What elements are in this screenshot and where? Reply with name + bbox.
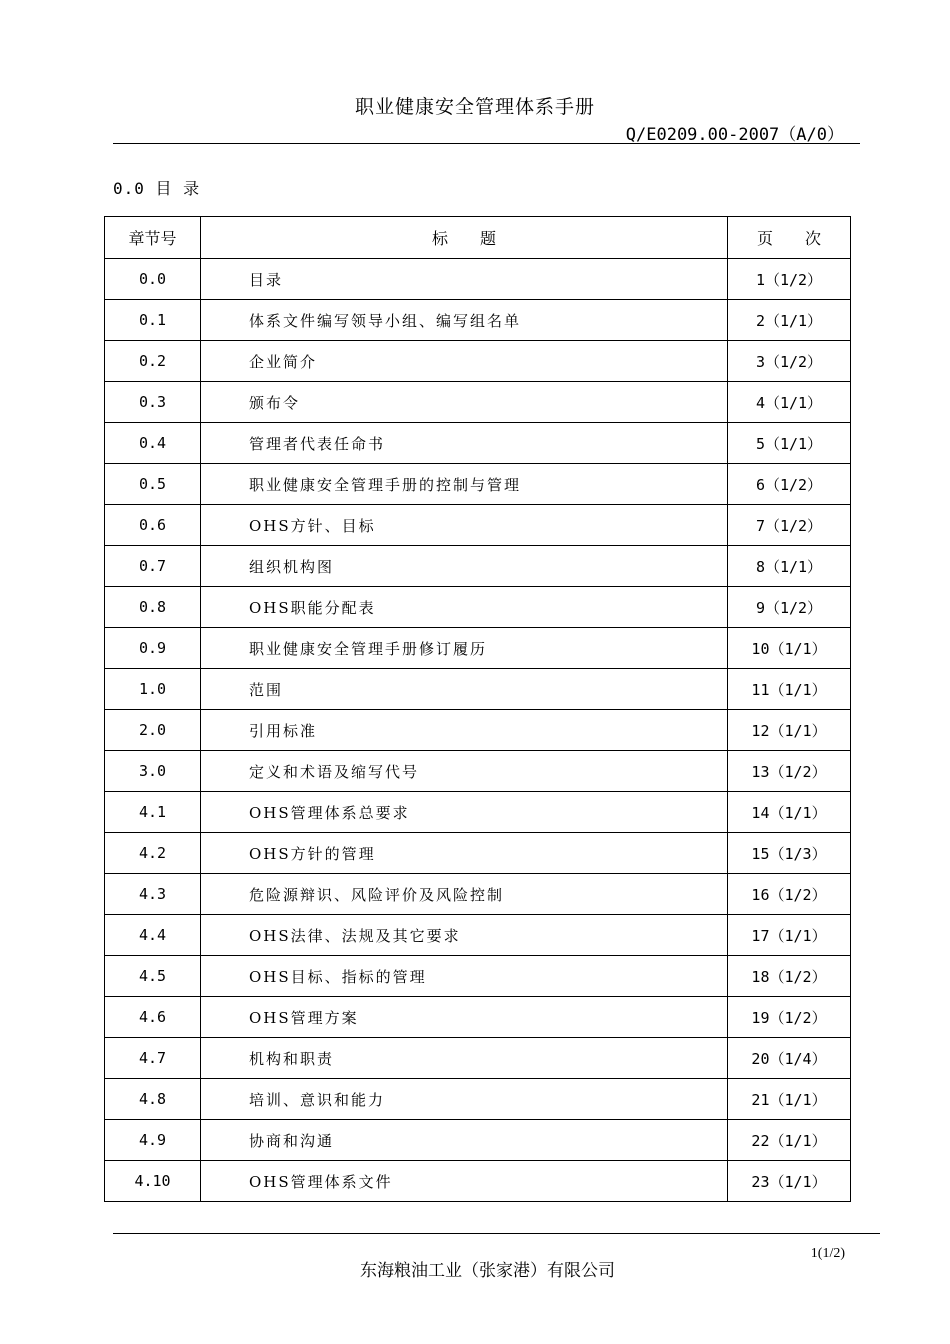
chapter-number: 0.6: [105, 505, 201, 546]
page-reference: 2（1/1）: [728, 300, 851, 341]
chapter-number: 4.5: [105, 956, 201, 997]
chapter-title: 管理者代表任命书: [201, 423, 728, 464]
table-row: [105, 382, 851, 423]
table-row: [105, 587, 851, 628]
page-reference: 16（1/2）: [728, 874, 851, 915]
table-row: [105, 751, 851, 792]
chapter-number: 0.3: [105, 382, 201, 423]
chapter-number: 0.7: [105, 546, 201, 587]
table-row: [105, 710, 851, 751]
table-row: [105, 259, 851, 300]
table-row: [105, 833, 851, 874]
table-row: [105, 792, 851, 833]
chapter-title: OHS管理方案: [201, 997, 728, 1038]
page-reference: 23（1/1）: [728, 1161, 851, 1202]
chapter-title: 引用标准: [201, 710, 728, 751]
page-reference: 21（1/1）: [728, 1079, 851, 1120]
toc-header-row: [105, 217, 851, 259]
page-reference: 9（1/2）: [728, 587, 851, 628]
chapter-title: OHS管理体系文件: [201, 1161, 728, 1202]
chapter-title: 危险源辩识、风险评价及风险控制: [201, 874, 728, 915]
table-row: [105, 1038, 851, 1079]
chapter-title: OHS方针的管理: [201, 833, 728, 874]
table-row: [105, 997, 851, 1038]
chapter-number: 3.0: [105, 751, 201, 792]
chapter-number: 0.0: [105, 259, 201, 300]
table-row: [105, 628, 851, 669]
chapter-title: 企业简介: [201, 341, 728, 382]
chapter-number: 0.2: [105, 341, 201, 382]
table-row: [105, 341, 851, 382]
chapter-title: OHS方针、目标: [201, 505, 728, 546]
page-reference: 11（1/1）: [728, 669, 851, 710]
chapter-number: 4.8: [105, 1079, 201, 1120]
page-reference: 20（1/4）: [728, 1038, 851, 1079]
page-reference: 8（1/1）: [728, 546, 851, 587]
chapter-title: OHS法律、法规及其它要求: [201, 915, 728, 956]
header-divider: [113, 143, 860, 144]
chapter-title: 职业健康安全管理手册的控制与管理: [201, 464, 728, 505]
chapter-number: 4.1: [105, 792, 201, 833]
chapter-number: 4.3: [105, 874, 201, 915]
page-reference: 1（1/2）: [728, 259, 851, 300]
chapter-title: 颁布令: [201, 382, 728, 423]
chapter-number: 1.0: [105, 669, 201, 710]
chapter-number: 0.8: [105, 587, 201, 628]
document-title: 职业健康安全管理体系手册: [354, 96, 595, 118]
chapter-title: 协商和沟通: [201, 1120, 728, 1161]
page-reference: 5（1/1）: [728, 423, 851, 464]
chapter-title: 组织机构图: [201, 546, 728, 587]
toc-table: [104, 216, 851, 1202]
page-reference: 10（1/1）: [728, 628, 851, 669]
table-row: [105, 1161, 851, 1202]
page-reference: 3（1/2）: [728, 341, 851, 382]
chapter-title: OHS目标、指标的管理: [201, 956, 728, 997]
column-header-chapter: 章节号: [105, 217, 201, 259]
page-reference: 13（1/2）: [728, 751, 851, 792]
chapter-number: 4.2: [105, 833, 201, 874]
table-row: [105, 956, 851, 997]
chapter-title: 定义和术语及缩写代号: [201, 751, 728, 792]
document-code: Q/E0209.00-2007（A/0）: [625, 125, 844, 145]
chapter-number: 0.4: [105, 423, 201, 464]
chapter-title: 目录: [201, 259, 728, 300]
page-reference: 15（1/3）: [728, 833, 851, 874]
page-reference: 17（1/1）: [728, 915, 851, 956]
chapter-title: 体系文件编写领导小组、编写组名单: [201, 300, 728, 341]
table-row: [105, 505, 851, 546]
chapter-title: 职业健康安全管理手册修订履历: [201, 628, 728, 669]
table-row: [105, 1079, 851, 1120]
chapter-number: 4.9: [105, 1120, 201, 1161]
page-reference: 12（1/1）: [728, 710, 851, 751]
page-reference: 22（1/1）: [728, 1120, 851, 1161]
table-row: [105, 546, 851, 587]
table-row: [105, 874, 851, 915]
chapter-number: 4.7: [105, 1038, 201, 1079]
table-row: [105, 669, 851, 710]
chapter-title: 范围: [201, 669, 728, 710]
chapter-number: 2.0: [105, 710, 201, 751]
table-row: [105, 464, 851, 505]
page-reference: 19（1/2）: [728, 997, 851, 1038]
footer-company-name: 东海粮油工业（张家港）有限公司: [360, 1261, 615, 1281]
page-reference: 7（1/2）: [728, 505, 851, 546]
table-row: [105, 1120, 851, 1161]
page-reference: 14（1/1）: [728, 792, 851, 833]
chapter-number: 4.10: [105, 1161, 201, 1202]
chapter-number: 0.1: [105, 300, 201, 341]
page-reference: 4（1/1）: [728, 382, 851, 423]
chapter-number: 4.6: [105, 997, 201, 1038]
chapter-title: 机构和职责: [201, 1038, 728, 1079]
page-reference: 18（1/2）: [728, 956, 851, 997]
column-header-title: 标 题: [201, 217, 728, 259]
table-row: [105, 915, 851, 956]
section-heading: 0.0 目 录: [113, 179, 201, 198]
chapter-title: OHS管理体系总要求: [201, 792, 728, 833]
chapter-number: 0.9: [105, 628, 201, 669]
chapter-number: 0.5: [105, 464, 201, 505]
chapter-title: 培训、意识和能力: [201, 1079, 728, 1120]
column-header-page: 页 次: [728, 217, 851, 259]
footer-page-number: 1(1/2): [810, 1246, 845, 1261]
table-row: [105, 423, 851, 464]
table-row: [105, 300, 851, 341]
chapter-number: 4.4: [105, 915, 201, 956]
footer-divider: [113, 1233, 880, 1234]
chapter-title: OHS职能分配表: [201, 587, 728, 628]
page-reference: 6（1/2）: [728, 464, 851, 505]
